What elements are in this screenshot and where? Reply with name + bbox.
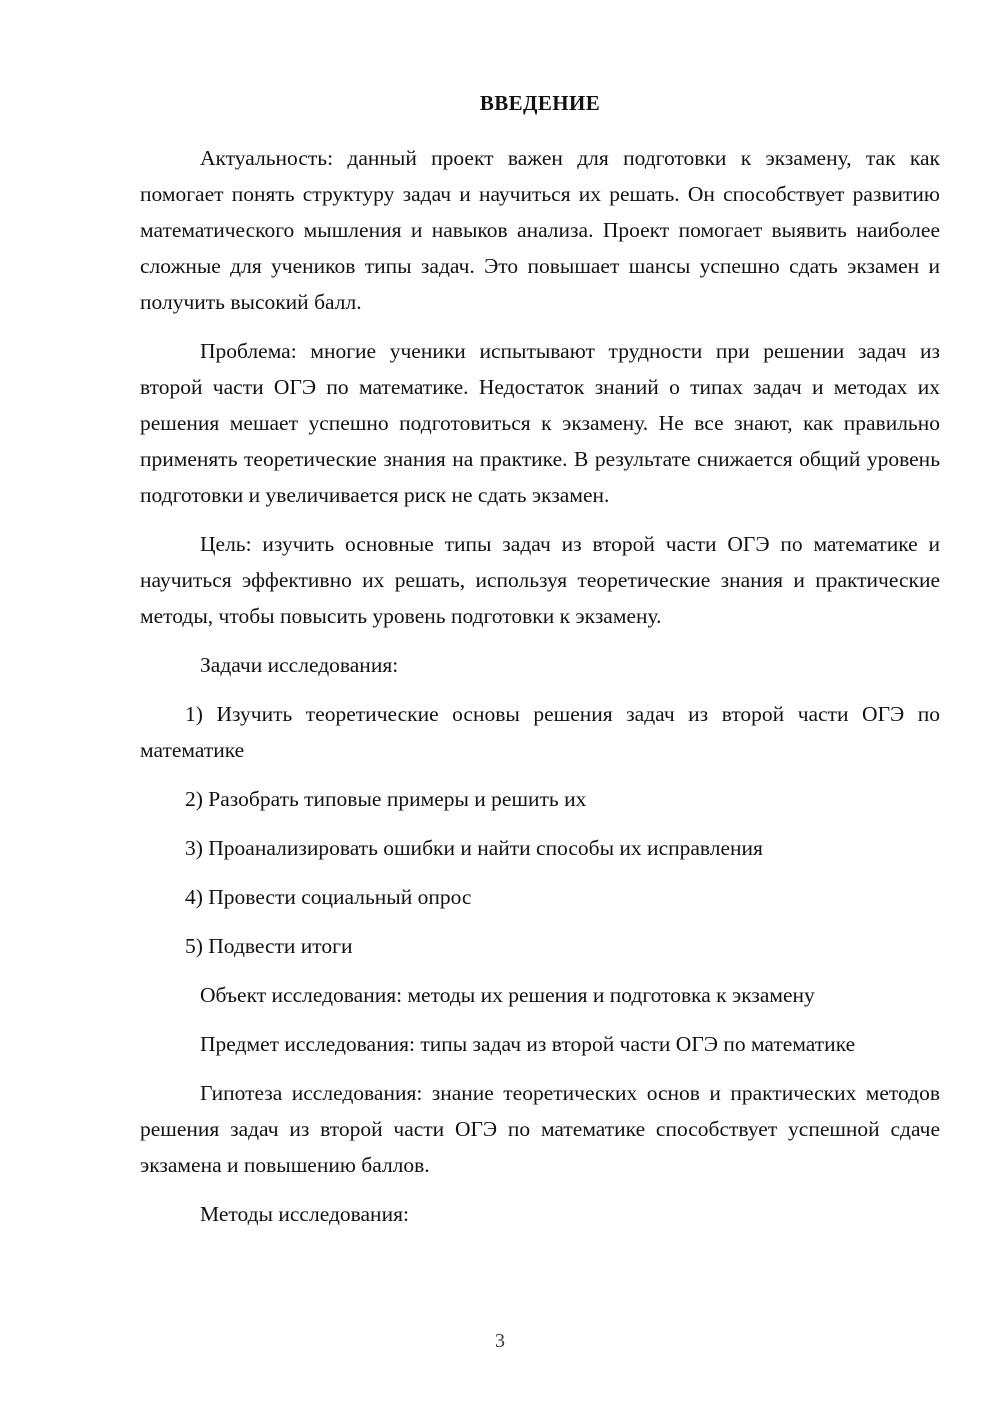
list-item: 3) Проанализировать ошибки и найти способы их исправления	[185, 836, 763, 860]
paragraph-object: Объект исследования: методы их решения и подготовка к экзамену	[200, 983, 815, 1007]
page-title: ВВЕДЕНИЕ	[479, 91, 601, 115]
heading-tasks: Задачи исследования:	[200, 653, 399, 677]
paragraph-subject: Предмет исследования: типы задач из второй части ОГЭ по математике	[200, 1032, 856, 1056]
page-number: 3	[495, 1330, 505, 1352]
document-body	[140, 88, 940, 1245]
list-item: 2) Разобрать типовые примеры и решить их	[185, 787, 587, 811]
task-list	[140, 696, 940, 964]
paragraph-hypothesis: Гипотеза исследования: знание теоретических основ и практических методов решения задач из второй части ОГЭ по математике способствует успешной сдаче экзамена и повышению баллов.	[140, 1081, 940, 1177]
list-item: 5) Подвести итоги	[185, 934, 353, 958]
list-item: 1) Изучить теоретические основы решения задач из второй части ОГЭ по математике	[140, 702, 940, 762]
paragraph-relevance: Актуальность: данный проект важен для подготовки к экзамену, так как помогает понять структуру задач и научиться их решать. Он способствует развитию математического мышления и навыков анализа. Проект помогает выявить наиболее сложные для учеников типы задач. Это повышает шансы успешно сдать экзамен и получить высокий балл.	[140, 146, 940, 314]
heading-methods: Методы исследования:	[200, 1202, 409, 1226]
paragraph-problem: Проблема: многие ученики испытывают трудности при решении задач из второй части ОГЭ по математике. Недостаток знаний о типах задач и методах их решения мешает успешно подготовиться к экзамену. Не все знают, как правильно применять теоретические знания на практике. В результате снижается общий уровень подготовки и увеличивается риск не сдать экзамен.	[140, 339, 940, 507]
list-item: 4) Провести социальный опрос	[185, 885, 472, 909]
paragraph-goal: Цель: изучить основные типы задач из второй части ОГЭ по математике и научиться эффективно их решать, используя теоретические знания и практические методы, чтобы повысить уровень подготовки к экзамену.	[140, 532, 940, 628]
